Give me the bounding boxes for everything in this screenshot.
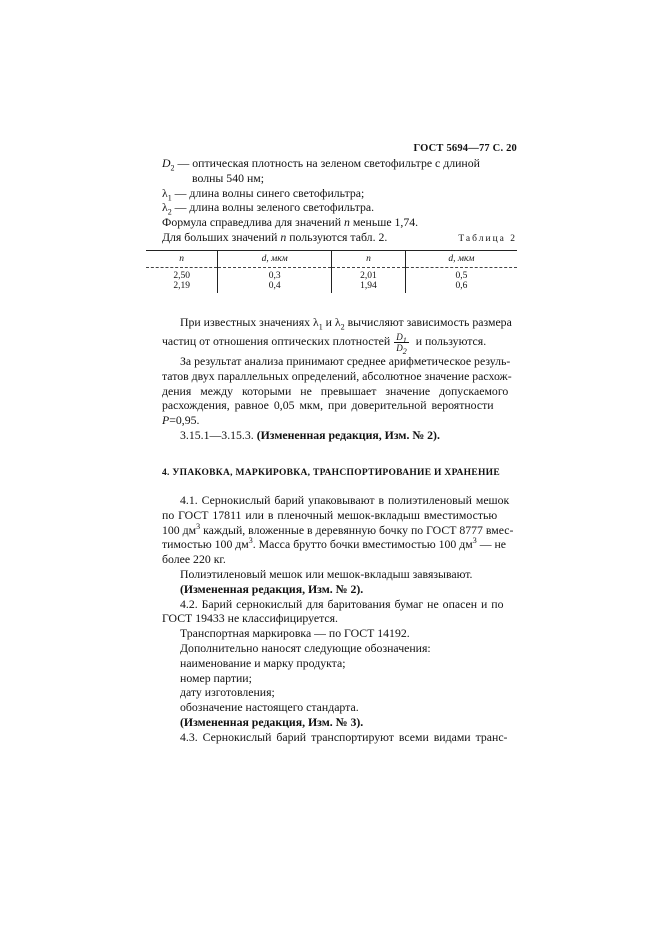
larger-values-note: Для больших значений n пользуются табл. 2.: [162, 229, 388, 244]
table-header-cell: n: [146, 251, 218, 268]
density-ratio-fraction: $\frac{D_1}{D_2}$: [396, 331, 407, 356]
paragraph-result: За результат анализа принимают среднее арифметическое резуль- татов двух параллельных определений, абсолютное значение расхож- дения между которыми не превышает значение допускаемого расхождения, равное 0,05 мкм, при доверительной вероятности P=0,95. 3.15.1—3.15.3. (Измененная редакция, Изм. № 2).: [162, 354, 517, 443]
section-4-title: 4. УПАКОВКА, МАРКИРОВКА, ТРАНСПОРТИРОВАНИЕ И ХРАНЕНИЕ: [162, 468, 500, 478]
table-2: [146, 250, 517, 293]
table-header-cell: n: [331, 251, 405, 268]
table-header-row: [146, 251, 517, 268]
table-cell: 2,01: [331, 268, 405, 282]
table-row: [146, 268, 517, 282]
table-cell: 0,6: [405, 281, 517, 293]
table-cell: 0,5: [405, 268, 517, 282]
table-header-cell: d, мкм: [218, 251, 332, 268]
table-cell: 2,50: [173, 271, 190, 281]
formula-validity: Формула справедлива для значений n меньше 1,74.: [162, 215, 419, 230]
table-cell: 0,3: [218, 268, 332, 282]
page-header: ГОСТ 5694—77 С. 20: [413, 143, 517, 154]
table-row: [146, 281, 517, 293]
table-cell: 2,19: [173, 281, 190, 291]
text-line: При известных значениях $\lambda_1$ и $\lambda_2$ вычисляют зависимость размера: [180, 315, 512, 332]
table-cell: 0,4: [218, 281, 332, 293]
def-d2: $D_2$ — оптическая плотность на зеленом светофильтре с длиной: [162, 156, 480, 173]
table-label: Таблица 2: [458, 234, 517, 244]
def-d2-cont: волны 540 нм;: [192, 170, 265, 185]
edit-note-41: (Измененная редакция, Изм. № 2).: [180, 581, 364, 596]
edit-note-315: 3.15.1—3.15.3. (Измененная редакция, Изм. № 2).: [180, 427, 440, 442]
definitions-block: [162, 156, 517, 245]
table-cell: 1,94: [331, 281, 405, 293]
section-4-body: 4.1. Сернокислый барий упаковывают в полиэтиленовый мешок по ГОСТ 17811 или в пленочный мешок-вкладыш вместимостью 100 $дм^3$ каждый, вложенные в деревянную бочку по ГОСТ 8777 вмес- тимостью 100 $дм^3$. Масса брутто бочки вместимостью 100 $дм^3$ — не более 220 кг. Полиэтиленовый мешок или мешок-вкладыш завязывают. (Измененная редакция, Изм. № 2). 4.2. Барий сернокислый для баритования бумаг не опасен и по ГОСТ 19433 не классифицируется. Транспортная маркировка — по ГОСТ 14192. Дополнительно наносят следующие обозначения: наименование и марку продукта; номер партии; дату изготовления; обозначение настоящего стандарта. (Измененная редакция, Изм. № 3). 4.3. Сернокислый барий транспортируют всеми видами транс-: [162, 493, 517, 745]
def-lambda2: $\lambda_2$ — длина волны зеленого светофильтра.: [162, 200, 375, 217]
def-lambda1: $\lambda_1$ — длина волны синего светофильтра;: [162, 185, 365, 202]
paragraph-known-values: [162, 315, 517, 356]
table-header-cell: d, мкм: [405, 251, 517, 268]
edit-note-42: (Измененная редакция, Изм. № 3).: [180, 714, 364, 729]
text-line: частиц от отношения оптических плотностей $\frac{D_1}{D_2}$ и пользуются.: [162, 331, 487, 356]
